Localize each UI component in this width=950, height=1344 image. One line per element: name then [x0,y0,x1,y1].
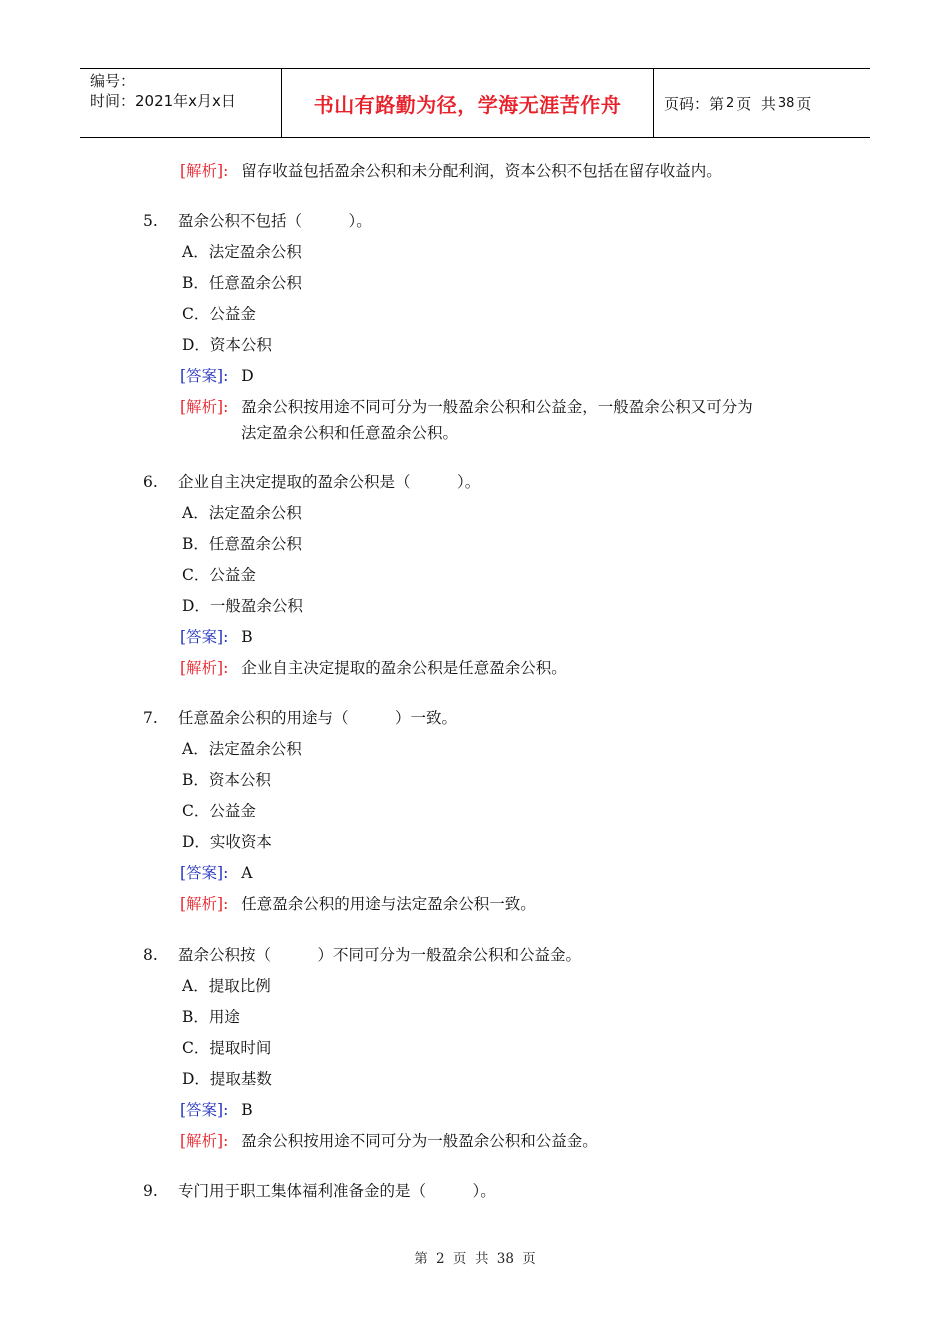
analysis-text-continued: 法定盈余公积和任意盈余公积。 [241,424,459,442]
question-number: 8. [143,946,158,964]
answer-line [180,863,252,883]
analysis-label: [解析]: [180,162,229,180]
answer-line [180,366,254,386]
analysis-text: 盈余公积按用途不同可分为一般盈余公积和公益金。 [241,1132,598,1150]
option-d: D．提取基数 [182,1070,272,1088]
question-number: 6. [143,473,158,491]
option-c: C．公益金 [182,305,256,323]
question-stem: 企业自主决定提取的盈余公积是（ ）。 [178,473,481,491]
footer-page-total: 38 [496,1251,514,1267]
footer-suffix: 页 [522,1251,536,1267]
header-meta [80,69,282,137]
header-page-info [654,69,870,137]
option-d: D．一般盈余公积 [182,597,303,615]
option-d: D．实收资本 [182,833,272,851]
question-number: 9. [143,1182,158,1200]
question-stem: 盈余公积按（ ）不同可分为一般盈余公积和公益金。 [178,946,582,964]
page-footer [0,1247,950,1267]
answer-label: [答案]: [180,1101,229,1119]
header-page-prefix: 页码：第 [664,94,725,113]
footer-prefix: 第 [414,1251,428,1267]
answer-line [180,627,253,647]
header-page-suffix: 页 [796,94,812,113]
intro-analysis [180,161,722,181]
answer-value: B [241,628,253,646]
option-d: D．资本公积 [182,336,272,354]
serial-label: 编号： [90,72,136,90]
answer-label: [答案]: [180,864,229,882]
option-c: C．公益金 [182,802,256,820]
option-b: B．用途 [182,1008,240,1026]
answer-value: D [241,367,254,385]
analysis-line [180,397,753,417]
footer-page-number: 2 [436,1251,445,1267]
answer-line [180,1100,253,1120]
header-motto: 书山有路勤为径，学海无涯苦作舟 [282,69,654,137]
analysis-label: [解析]: [180,895,229,913]
header-page-total: 38 [777,95,795,111]
analysis-text: 任意盈余公积的用途与法定盈余公积一致。 [241,895,536,913]
answer-label: [答案]: [180,628,229,646]
answer-label: [答案]: [180,367,229,385]
option-a: A．法定盈余公积 [182,243,302,261]
analysis-label: [解析]: [180,1132,229,1150]
analysis-text: 留存收益包括盈余公积和未分配利润，资本公积不包括在留存收益内。 [241,162,722,180]
option-c: C．提取时间 [182,1039,272,1057]
footer-mid: 页 共 [452,1251,489,1267]
analysis-label: [解析]: [180,398,229,416]
option-a: A．提取比例 [182,977,271,995]
option-a: A．法定盈余公积 [182,504,302,522]
document-header [80,68,870,138]
option-a: A．法定盈余公积 [182,740,302,758]
answer-value: A [241,864,253,882]
question-stem: 任意盈余公积的用途与（ ）一致。 [178,709,458,727]
question-stem: 专门用于职工集体福利准备金的是（ ）。 [178,1182,496,1200]
header-page-mid: 页 共 [736,94,776,113]
option-b: B．任意盈余公积 [182,274,302,292]
question-stem: 盈余公积不包括（ ）。 [178,212,372,230]
analysis-line [180,1131,598,1151]
analysis-line [180,658,567,678]
answer-value: B [241,1101,253,1119]
question-number: 5. [143,212,158,230]
analysis-label: [解析]: [180,659,229,677]
option-b: B．资本公积 [182,771,271,789]
option-c: C．公益金 [182,566,256,584]
header-page-number: 2 [726,95,735,111]
analysis-line [180,894,536,914]
option-b: B．任意盈余公积 [182,535,302,553]
time-label: 时间：2021年x月x日 [90,92,236,110]
question-number: 7. [143,709,158,727]
analysis-text: 盈余公积按用途不同可分为一般盈余公积和公益金，一般盈余公积又可分为 [241,398,753,416]
analysis-text: 企业自主决定提取的盈余公积是任意盈余公积。 [241,659,567,677]
